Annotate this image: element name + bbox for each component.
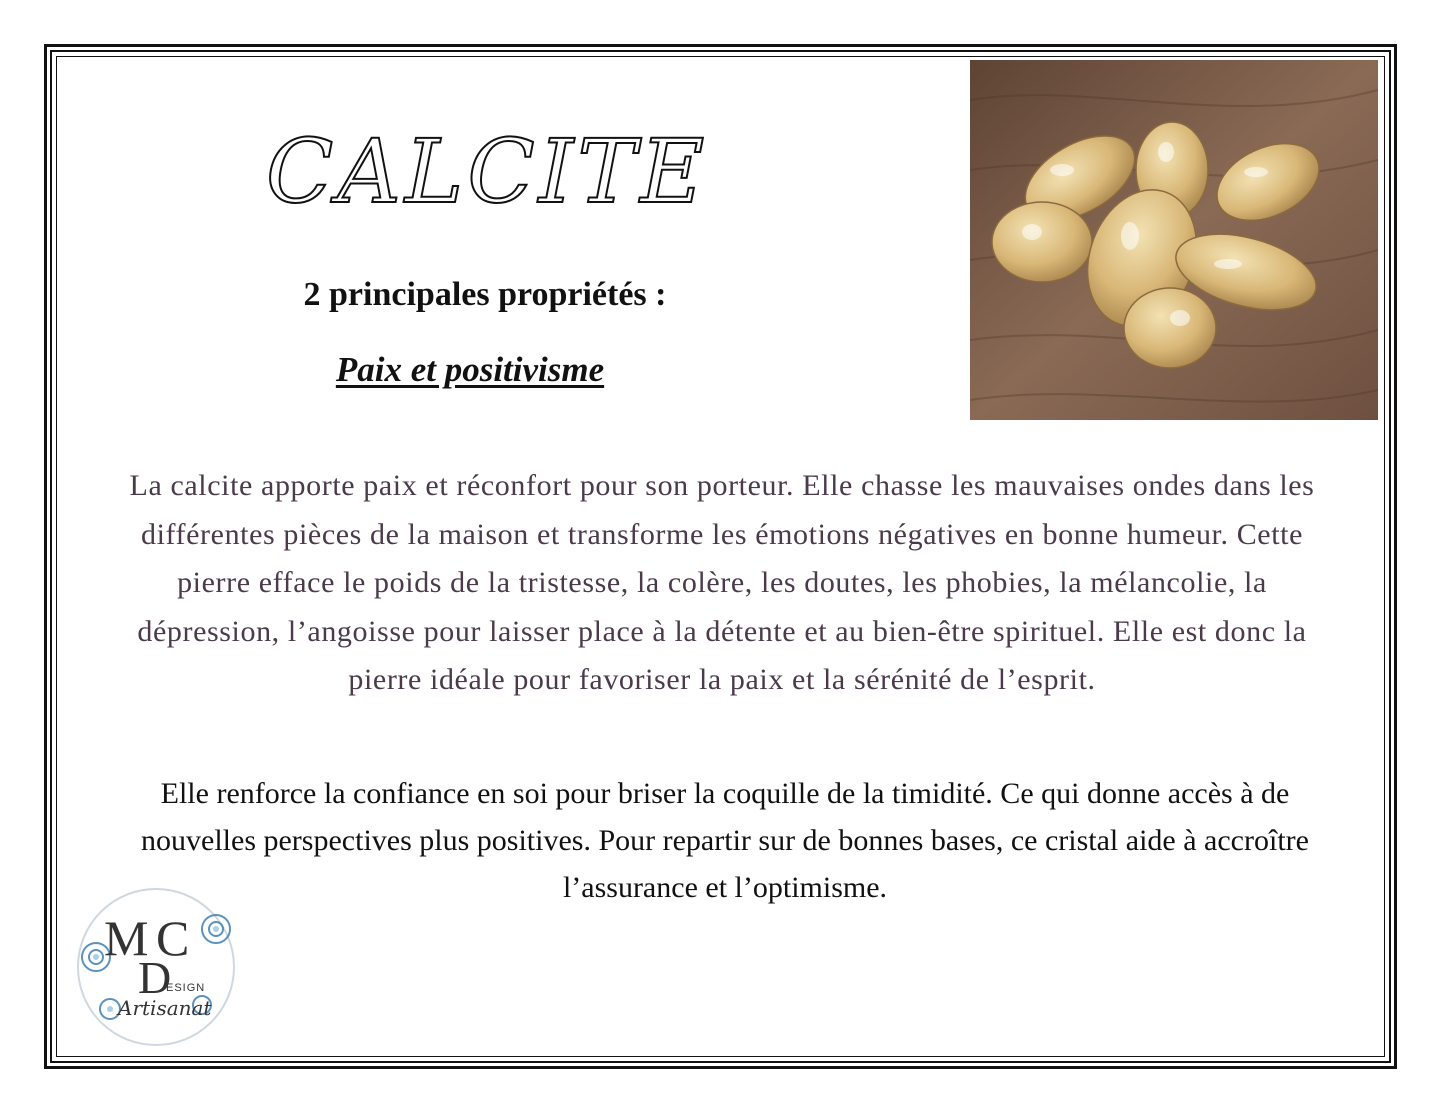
svg-text:M: M [104,910,149,966]
properties-heading: 2 principales propriétés : [303,276,667,313]
stones-photo-illustration [970,60,1378,420]
tumbled-calcite-stones-photo [970,60,1378,420]
svg-text:ESIGN: ESIGN [166,982,206,994]
svg-text:Artisanat: Artisanat [118,996,212,1020]
description-paragraph-1: La calcite apporte paix et réconfort pour son porteur. Elle chasse les mauvaises ondes dans les différentes pièces de la maison et transforme les émotions négatives en bonne humeur. Cette pierre efface le poids de la tristesse, la colère, les doutes, les phobies, la mélancolie, la dépression, l’angoisse pour laisser place à la détente et au bien-être spirituel. Elle est donc la pierre idéale pour favoriser la paix et la sérénité de l’esprit. [129,469,1315,696]
properties-tagline [200,350,740,390]
svg-text:C: C [156,910,190,966]
stone-title: CALCITE [266,120,709,223]
mc-design-artisanat-logo [74,887,238,1047]
svg-text:D: D [138,952,172,1003]
description-paragraph-2: Elle renforce la confiance en soi pour briser la coquille de la timidité. Ce qui donne accès à de nouvelles perspectives plus positives. Pour repartir sur de bonnes bases, ce cristal aide à accroître l’assurance et l’optimisme. [141,777,1309,904]
tagline-text: Paix et positivisme [335,350,605,389]
